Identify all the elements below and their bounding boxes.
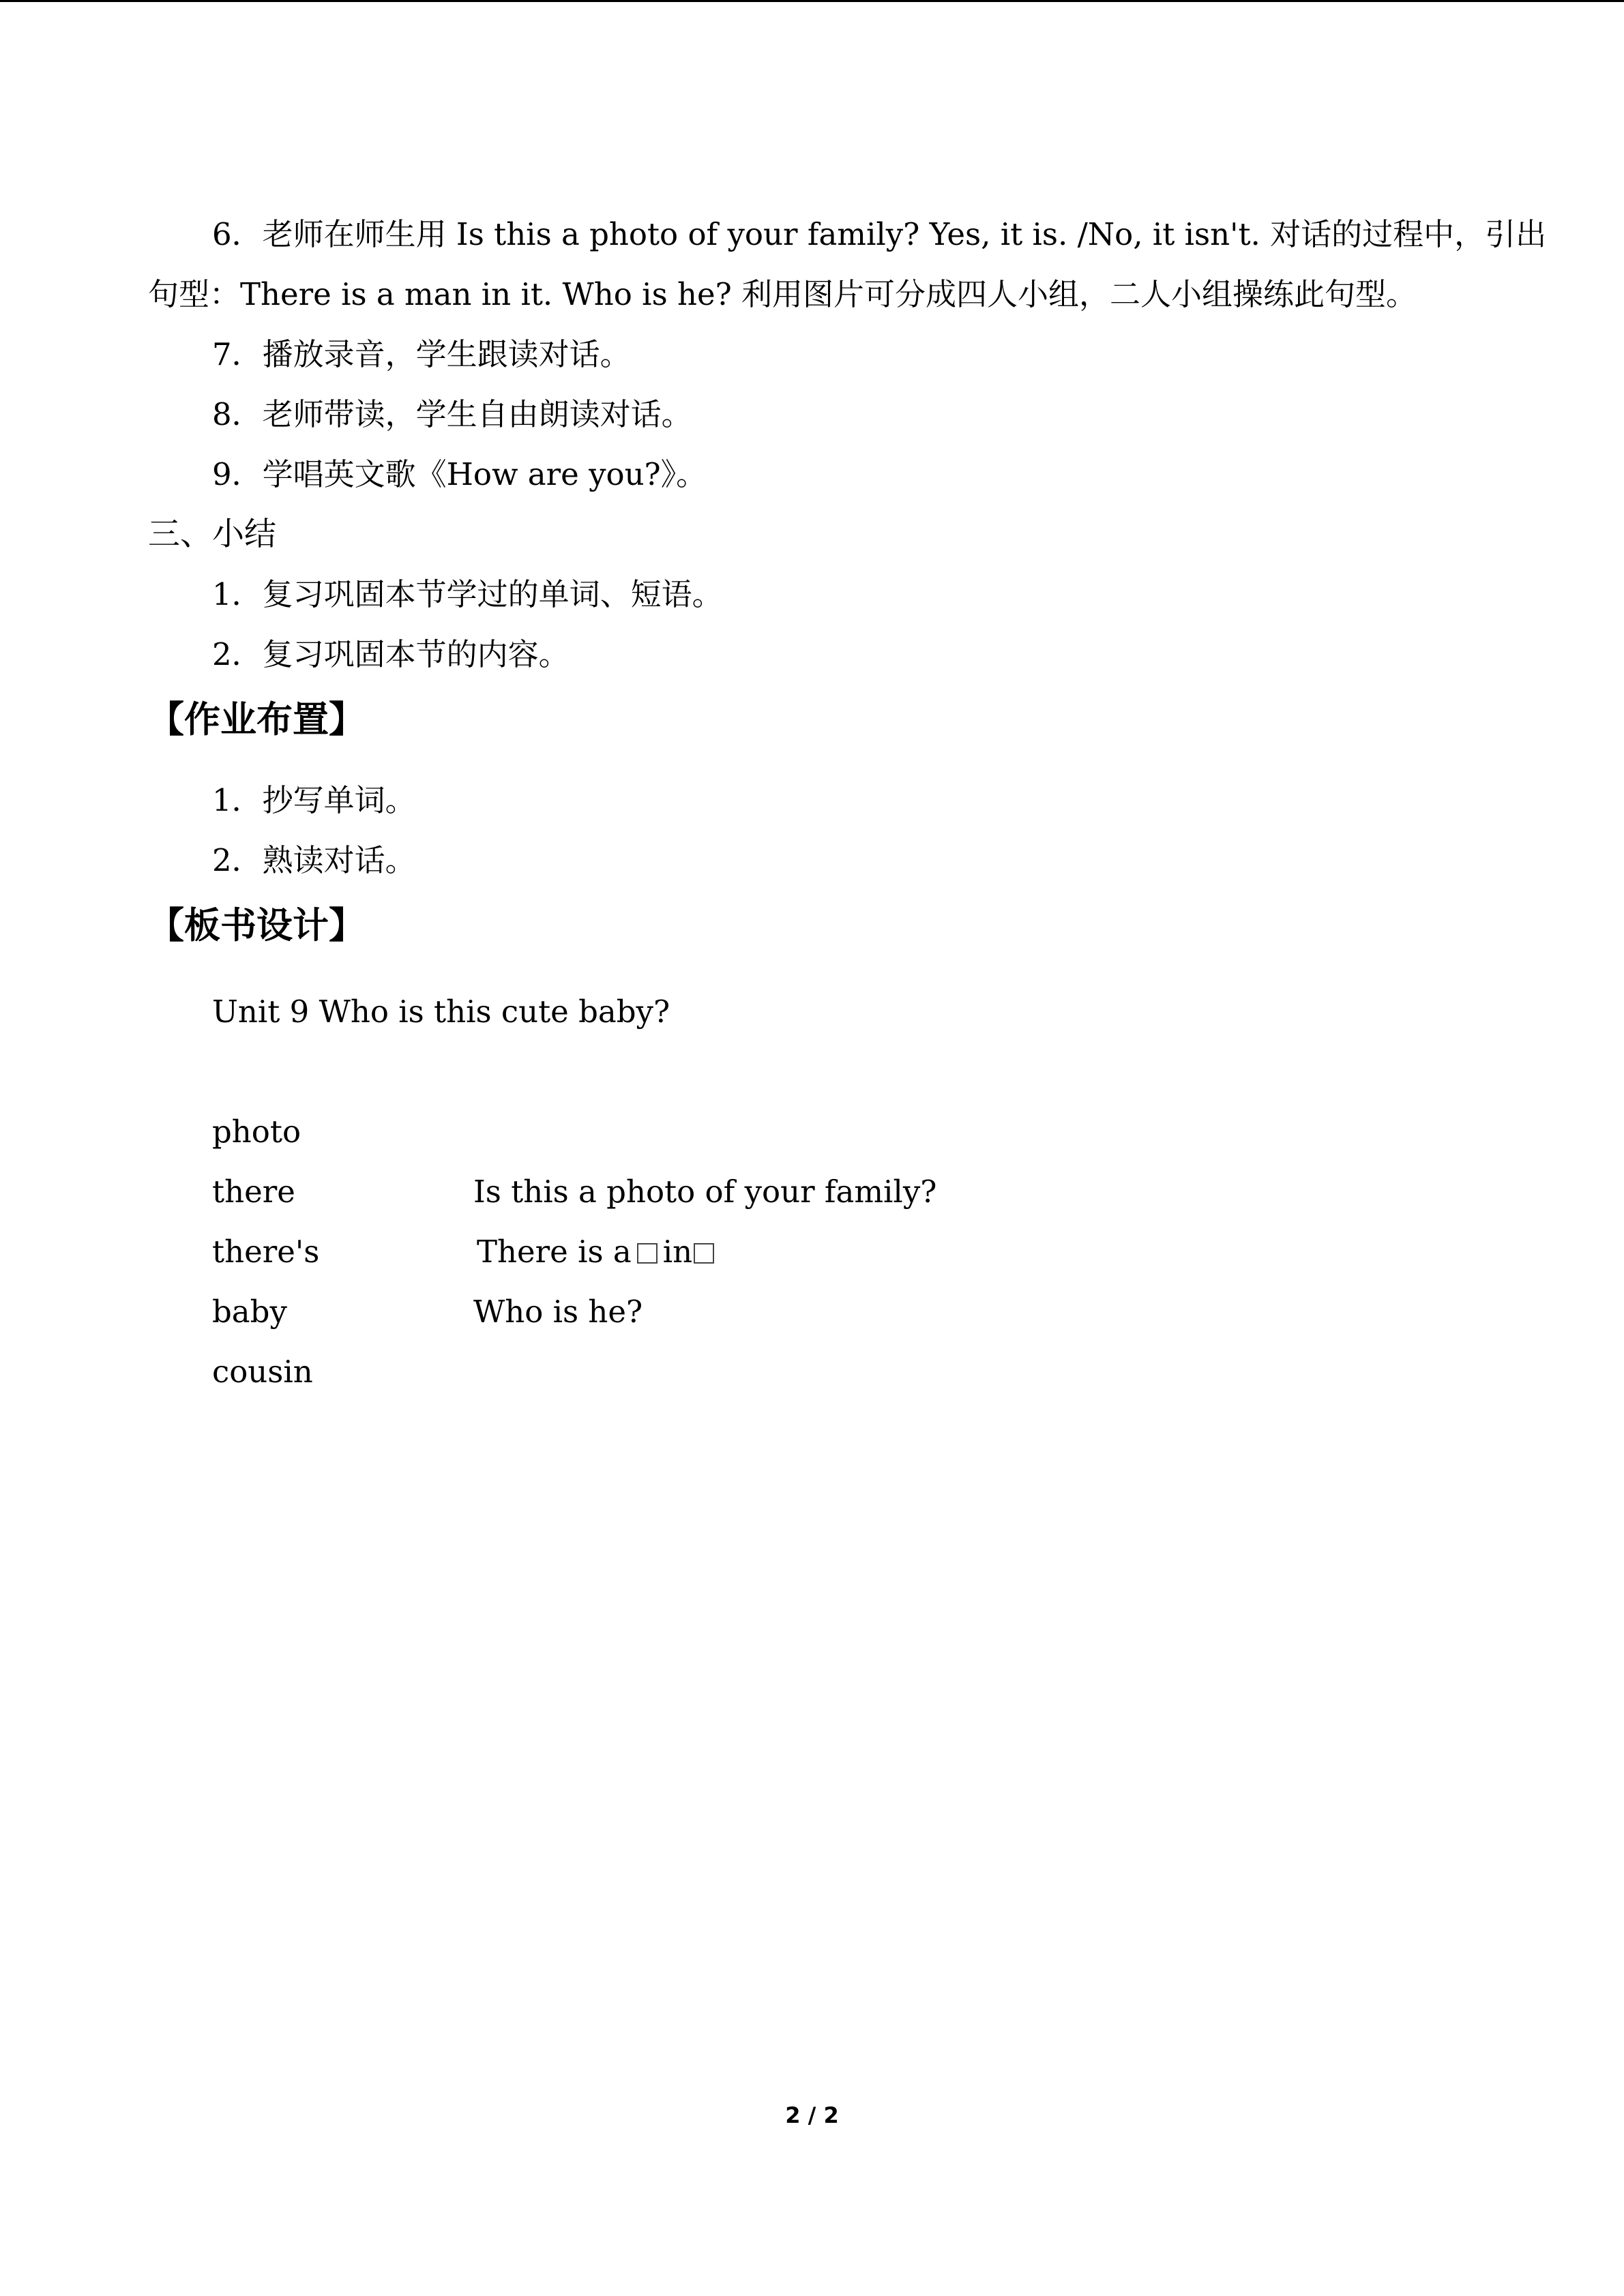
step-6-line-1: 6．老师在师生用 Is this a photo of your family? Yes, it is. /No, it isn't. 对话的过程中，引出: [212, 216, 1547, 252]
step-8: 8．老师带读，学生自由朗读对话。: [212, 396, 692, 432]
homework-heading: 【作业布置】: [148, 698, 365, 741]
board-sentence-1: Is this a photo of your family?: [473, 1174, 937, 1210]
step-7: 7．播放录音，学生跟读对话。: [212, 336, 631, 372]
board-word-cousin: cousin: [212, 1354, 313, 1390]
page-number: 2 / 2: [785, 2102, 839, 2128]
homework-item-2: 2．熟读对话。: [212, 842, 416, 878]
board-word-photo: photo: [212, 1114, 301, 1150]
blank-box-icon: [694, 1243, 714, 1264]
board-word-baby: baby: [212, 1294, 287, 1330]
board-sentence-2-start: There is a: [477, 1234, 632, 1270]
board-sentence-2: [477, 1232, 720, 1272]
board-word-theres: there's: [212, 1234, 320, 1270]
summary-item-2: 2．复习巩固本节的内容。: [212, 636, 570, 672]
board-title: Unit 9 Who is this cute baby?: [212, 994, 670, 1030]
homework-item-1: 1．抄写单词。: [212, 782, 416, 818]
board-sentence-3: Who is he?: [473, 1294, 643, 1330]
board-sentence-2-in: in: [662, 1234, 693, 1270]
summary-item-1: 1．复习巩固本节学过的单词、短语。: [212, 576, 723, 612]
step-9: 9．学唱英文歌《How are you?》。: [212, 456, 707, 492]
blank-box-icon: [637, 1243, 658, 1264]
page-top-border: [0, 0, 1624, 2]
board-word-there: there: [212, 1174, 295, 1210]
step-6-line-2: 句型：There is a man in it. Who is he? 利用图片可分成四人小组，二人小组操练此句型。: [148, 276, 1417, 312]
board-heading: 【板书设计】: [148, 904, 365, 946]
summary-heading: 三、小结: [148, 516, 276, 553]
